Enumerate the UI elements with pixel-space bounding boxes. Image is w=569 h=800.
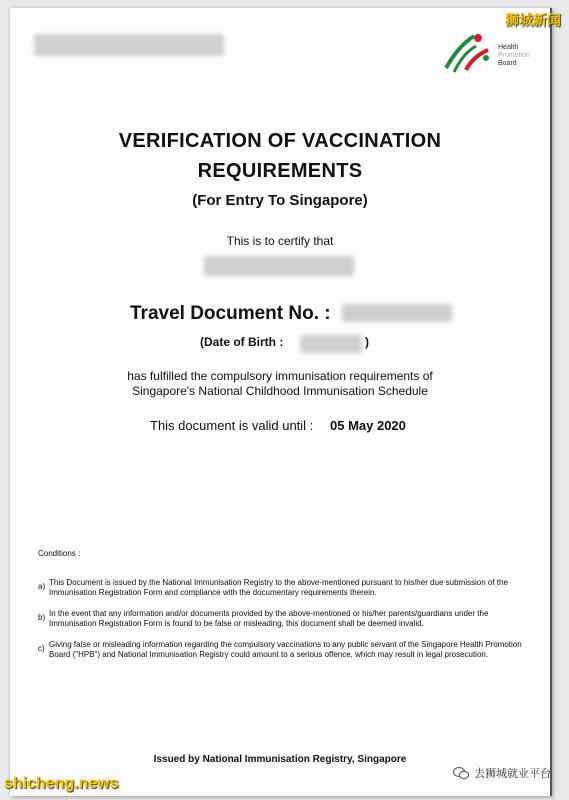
condition-marker: b) — [38, 612, 46, 622]
logo-line: Promotion — [498, 52, 530, 59]
condition-text: In the event that any information and/or documents provided by the above-mentioned or his/her parents/guardians under the Immunisation Registration Form is found to be false or misleading, this document shall be deemed invalid. — [49, 608, 489, 628]
logo-text — [498, 44, 530, 68]
dob-label: (Date of Birth : — [200, 335, 284, 349]
redacted-reference — [34, 34, 224, 56]
condition-text: This Document is issued by the National Immunisation Registry to the above-mentioned pursuant to his/her due submission of the Immunisation Registration Form and compliance with the documentary requirements therein. — [49, 577, 508, 597]
wechat-label: 去狮城就业平台 — [474, 768, 551, 780]
conditions-section — [38, 549, 533, 661]
certificate-page — [10, 8, 552, 796]
condition-marker: a) — [38, 581, 46, 591]
watermark-bottom: shicheng.news — [4, 775, 119, 792]
condition-item — [38, 578, 533, 599]
hpb-logo-icon — [440, 28, 496, 78]
wechat-watermark — [453, 765, 551, 781]
redacted-dob — [300, 335, 362, 353]
condition-text: Giving false or misleading information regarding the compulsory vaccinations to any public servant of the Singapore Health Promotion Board ("HPB") and National Immunisation Registry could amount to a serious offence, which may result in legal prosecution. — [49, 639, 522, 659]
watermark-top: 狮城新闻 — [505, 12, 561, 28]
condition-marker: c) — [38, 643, 45, 653]
logo-line: Board — [498, 60, 517, 67]
fulfilled-line2: Singapore's National Childhood Immunisation Schedule — [132, 384, 428, 398]
redacted-name — [204, 256, 354, 276]
issued-by: Issued by National Immunisation Registry, Singapore — [153, 754, 407, 765]
redacted-travel-doc — [342, 304, 452, 322]
fulfilled-line1: has fulfilled the compulsory immunisation requirements of — [127, 369, 433, 383]
valid-date: 05 May 2020 — [330, 418, 406, 433]
valid-label: This document is valid until : — [150, 418, 314, 433]
condition-item — [38, 609, 533, 630]
subtitle: (For Entry To Singapore) — [192, 192, 368, 209]
travel-doc-label: Travel Document No. : — [130, 303, 331, 324]
hpb-logo — [440, 28, 550, 78]
logo-line: Health — [498, 44, 519, 51]
condition-item — [38, 640, 533, 661]
wechat-icon — [453, 766, 469, 780]
conditions-label: Conditions : — [38, 549, 81, 558]
title-line2: REQUIREMENTS — [197, 160, 363, 182]
certify-text: This is to certify that — [226, 234, 334, 248]
dob-close: ) — [365, 335, 369, 349]
title-line1: VERIFICATION OF VACCINATION — [118, 130, 442, 152]
